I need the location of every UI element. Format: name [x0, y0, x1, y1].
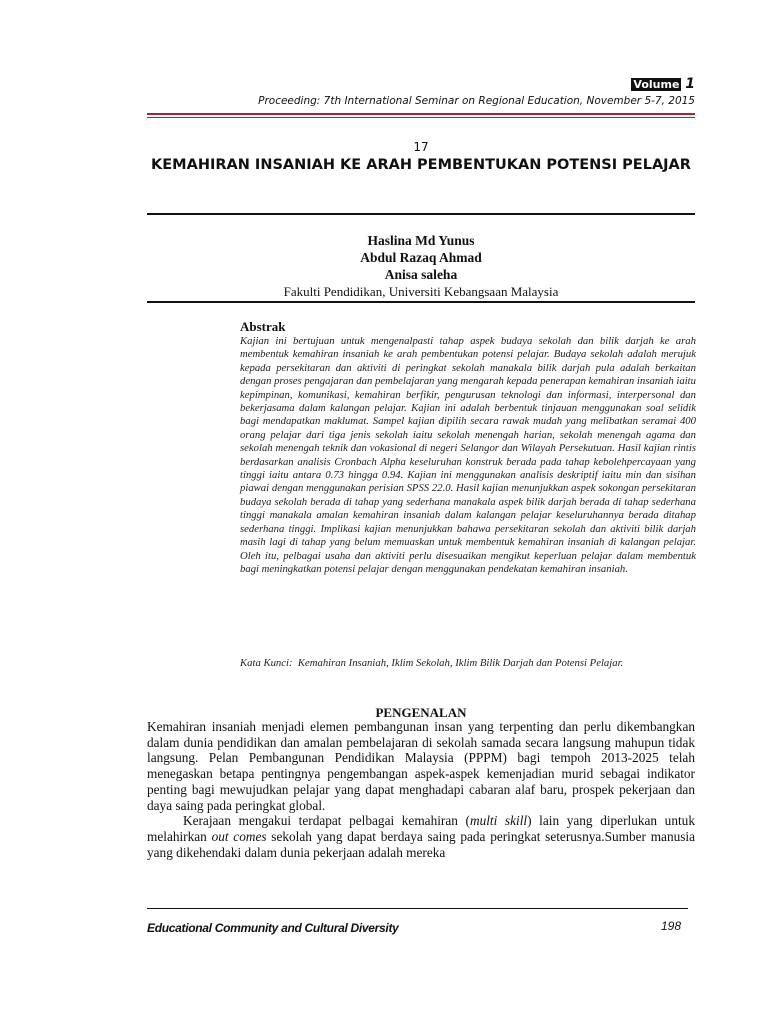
page-number: 198 [661, 919, 682, 933]
keywords [240, 657, 696, 670]
affiliation: Fakulti Pendidikan, Universiti Kebangsaan Malaysia [283, 284, 559, 299]
header-rule [147, 113, 695, 115]
affiliation-rule [147, 301, 695, 303]
paragraph: Kemahiran insaniah menjadi elemen pembangunan insan yang terpenting dan perlu dikembangkan dalam dunia pendidikan dan amalan pembelajaran di sekolah samada secara langsung mahupun tidak langsung. Pelan Pembangunan Pendidikan Malaysia (PPPM) bagi tempoh 2013-2025 telah menegaskan betapa pentingnya pengembangan aspek-aspek kemenjadian murid sebagai indikator penting bagi mewujudkan pelajar yang dapat menghadapi cabaran alaf baru, prospek pekerjaan dan daya saing pada peringkat global. [147, 719, 695, 813]
header-rule-thin [147, 117, 695, 118]
emphasis: multi skill [469, 813, 528, 829]
keywords-list: Kemahiran Insaniah, Iklim Sekolah, Iklim Bilik Darjah dan Potensi Pelajar. [297, 657, 624, 669]
author-name: Anisa saleha [384, 267, 458, 282]
paragraph [147, 813, 695, 860]
footer-rule [147, 908, 688, 909]
volume-label [631, 76, 695, 92]
abstract-text: Kajian ini bertujuan untuk mengenalpasti tahap aspek budaya sekolah dan bilik darjah ke arah membentuk kemahiran insaniah ke arah pembentukan potensi pelajar. Budaya sekolah adalah merujuk kepada persekitaran dan aktiviti di peringkat sekolah manakala bilik darjah pula adalah berkaitan dengan proses pengajaran dan pembelajaran yang mengarah kepada penerapan kemahiran insaniah iaitu kepimpinan, komunikasi, kemahiran berfikir, pengurusan teknologi dan informasi, interpersonal dan bekerjasama dalam kalangan pelajar. Kajian ini adalah berbentuk tinjauan menggunakan soal selidik bagi mendapatkan maklumat. Sampel kajian dipilih secara rawak mudah yang melibatkan seramai 400 orang pelajar dari tiga jenis sekolah iaitu sekolah menengah harian, sekolah menengah agama dan sekolah menengah teknik dan vokasional di negeri Selangor dan Wilayah Persekutuan. Hasil kajian rintis berdasarkan analisis Cronbach Alpha keseluruhan konstruk berada pada tahap kebolehpercayaan yang tinggi iaitu antara 0.73 hingga 0.94. Kajian ini menggunakan analisis deskriptif iaitu min dan sisihan piawai dengan menggunakan perisian SPSS 22.0. Hasil kajian menunjukkan aspek sokongan persekitaran budaya sekolah berada di tahap yang sederhana manakala aspek bilik darjah berada di tahap sederhana tinggi manakala amalan kemahiran insaniah dalam kalangan pelajar keseluruhannya berada ditahap sederhana tinggi. Implikasi kajian menunjukkan bahawa persekitaran sekolah dan aktiviti bilik darjah masih lagi di tahap yang belum memuaskan untuk membentuk kemahiran insaniah di kalangan pelajar. Oleh itu, pelbagai usaha dan aktiviti perlu disesuaikan mengikut keperluan pelajar dalam membentuk bagi meningkatkan potensi pelajar dengan menggunakan pendekatan kemahiran insaniah. [240, 335, 696, 575]
volume-number: 1 [685, 76, 695, 92]
title-rule [147, 213, 695, 215]
paragraph-text: sekolah yang dapat berdaya saing pada peringkat seterusnya.Sumber manusia yang dikehendaki dalam dunia pekerjaan adalah mereka [147, 828, 696, 860]
abstract-heading: Abstrak [240, 319, 286, 334]
keywords-label: Kata Kunci: [240, 657, 293, 669]
emphasis: out comes [211, 828, 267, 844]
proceeding-header: Proceeding: 7th International Seminar on Regional Education, November 5-7, 2015 [258, 95, 695, 107]
article-title: KEMAHIRAN INSANIAH KE ARAH PEMBENTUKAN POTENSI PELAJAR [151, 157, 691, 173]
volume-box: Volume [633, 78, 680, 91]
paragraph-text: ) lain yang diperlukan untuk melahirkan [147, 813, 695, 844]
section-heading: PENGENALAN [375, 705, 467, 720]
body-text [147, 719, 695, 860]
chapter-number: 17 [413, 140, 429, 154]
paragraph-text: Kerajaan mengakui terdapat pelbagai kemahiran ( [183, 813, 470, 829]
author-name: Abdul Razaq Ahmad [360, 250, 482, 265]
author-name: Haslina Md Yunus [367, 233, 475, 248]
footer-title: Educational Community and Cultural Diversity [147, 921, 399, 935]
